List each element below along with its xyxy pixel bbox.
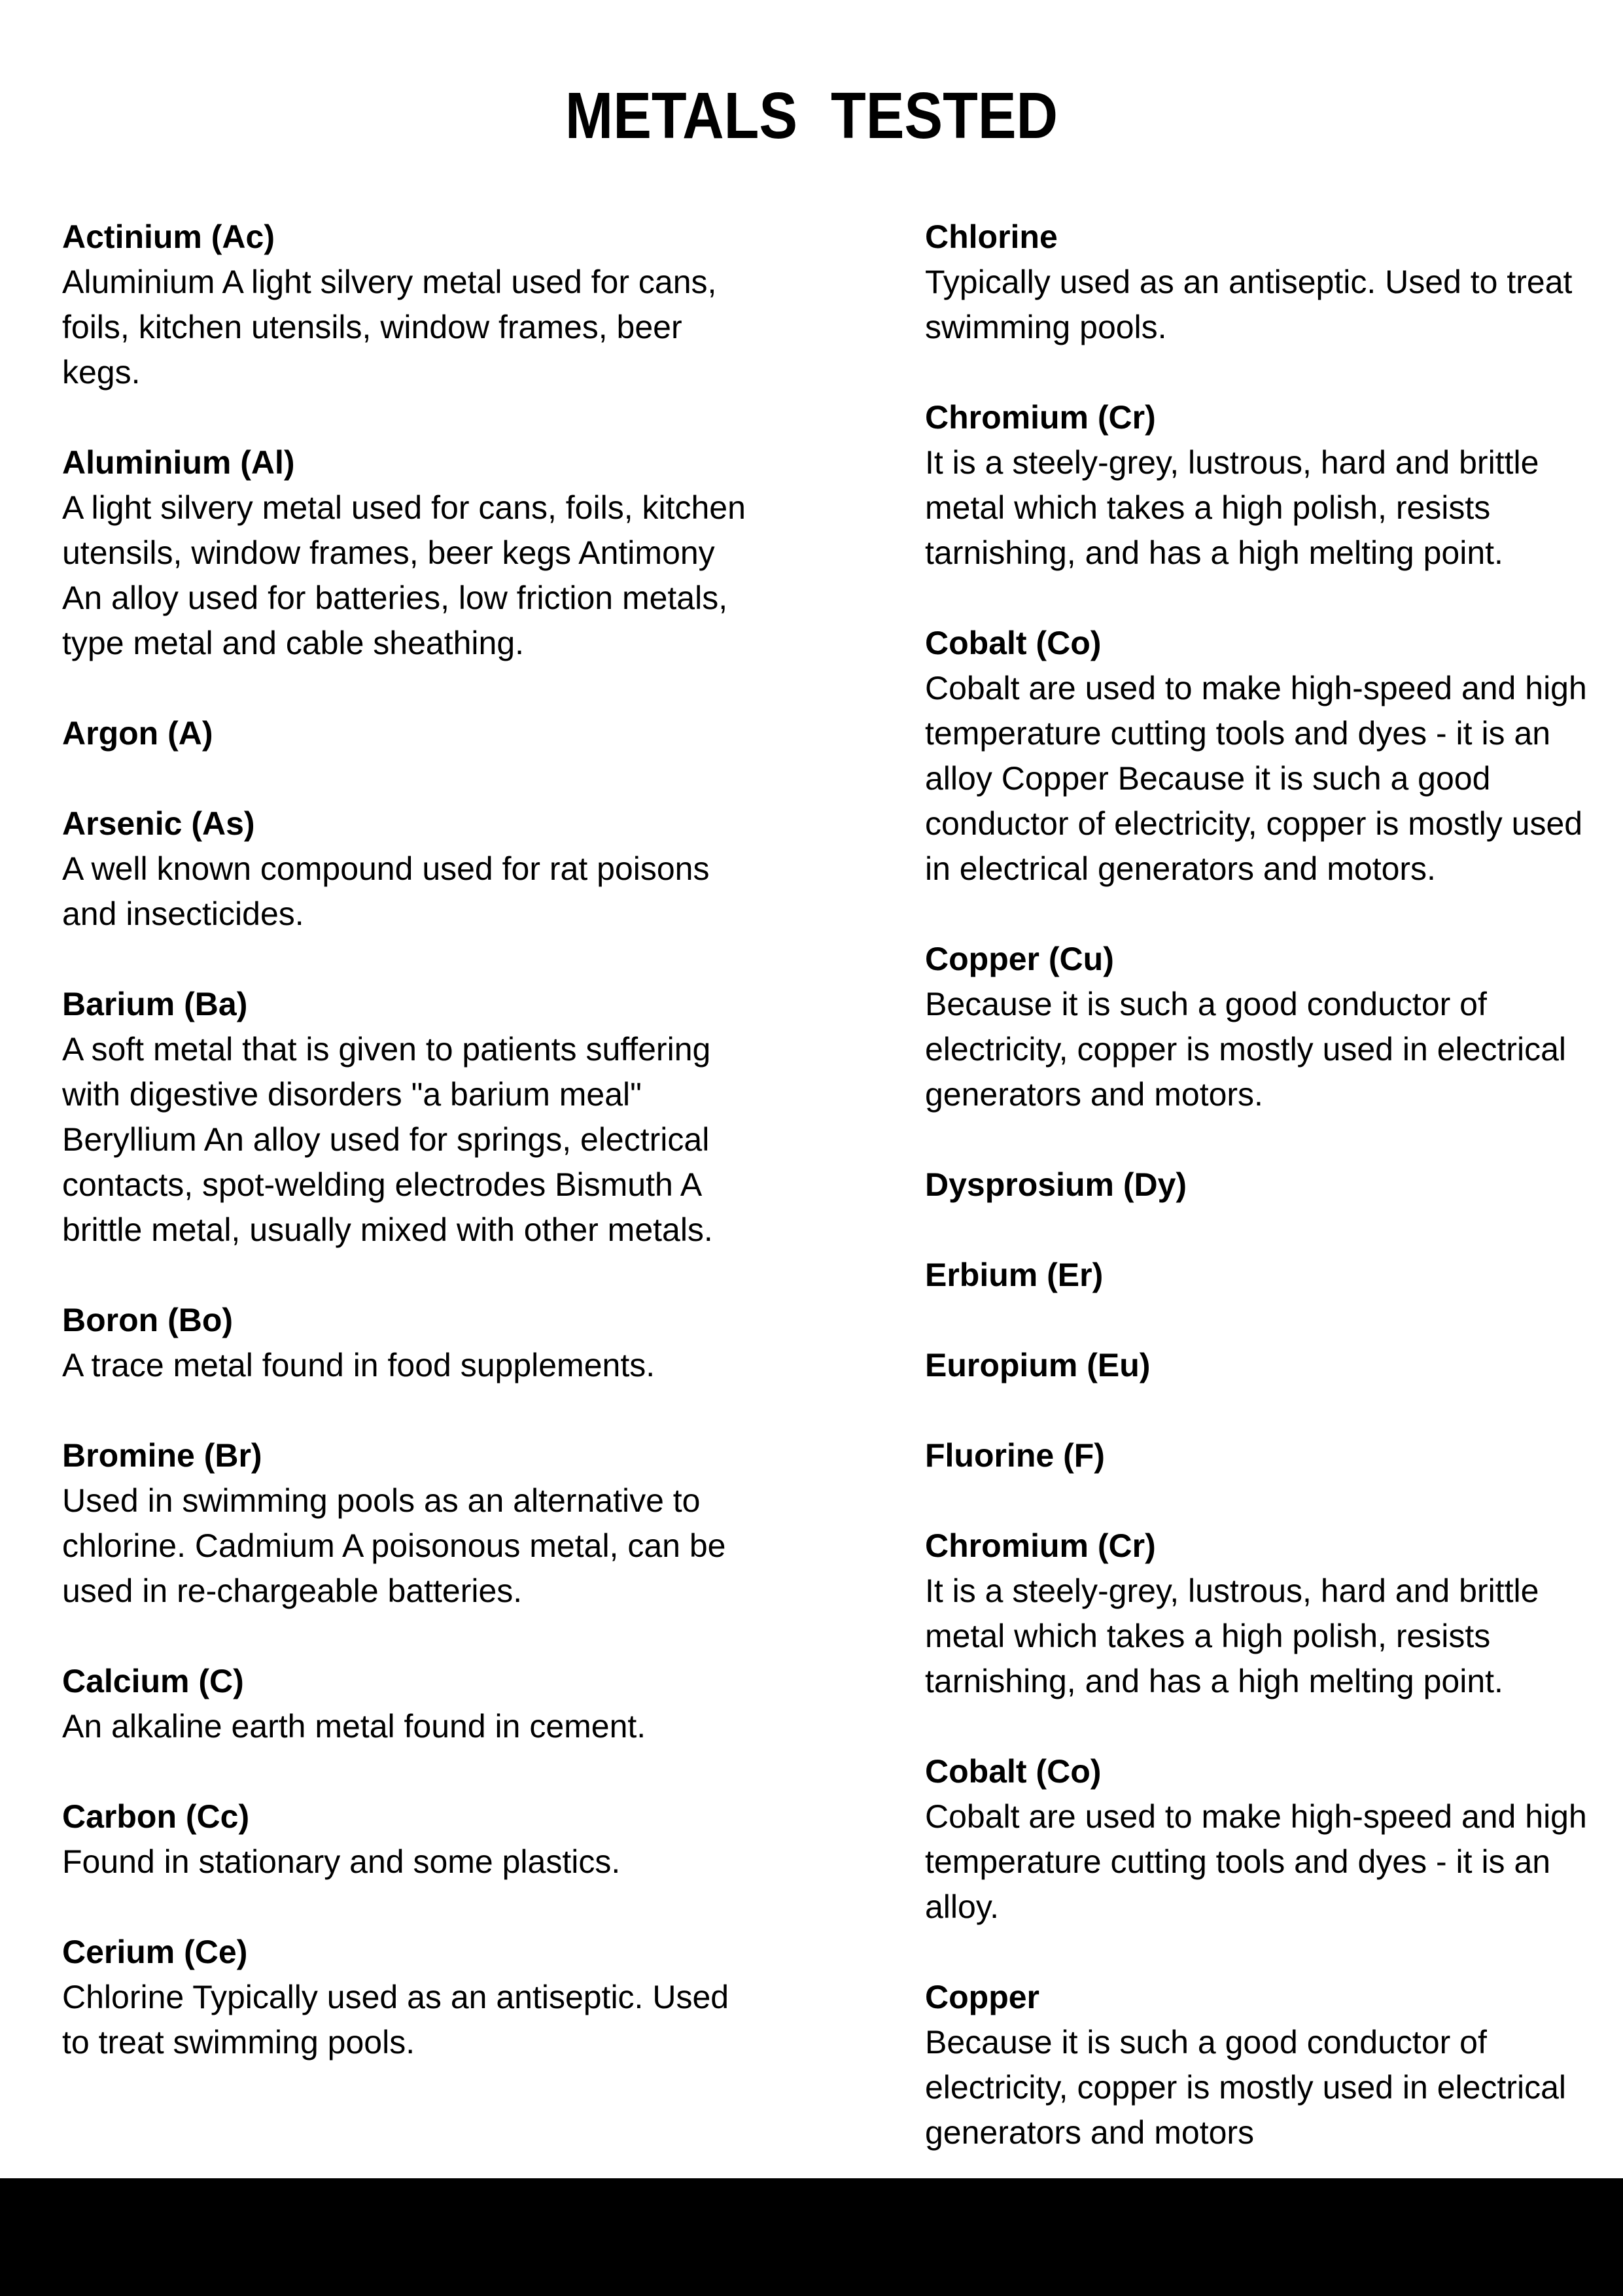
metal-entry <box>925 1523 1611 1704</box>
metal-entry <box>925 1253 1611 1298</box>
metal-entry <box>62 1433 754 1614</box>
metal-description: A well known compound used for rat poisons and insecticides. <box>62 850 710 932</box>
metal-description: Cobalt are used to make high-speed and high temperature cutting tools and dyes - it is an alloy Copper Because it is such a good conductor of electricity, copper is mostly used in electrical generators and motors. <box>925 670 1587 887</box>
metal-entry <box>925 1975 1611 2155</box>
metal-entry <box>62 215 754 395</box>
metal-heading: Copper <box>925 1979 1039 2015</box>
metal-heading: Argon (A) <box>62 715 213 752</box>
metal-heading: Chromium (Cr) <box>925 399 1156 436</box>
column-right <box>925 215 1611 2200</box>
metal-entry <box>925 1433 1611 1478</box>
metal-description: A trace metal found in food supplements. <box>62 1347 655 1383</box>
metal-heading: Chromium (Cr) <box>925 1527 1156 1564</box>
metal-heading: Chlorine <box>925 218 1058 255</box>
metal-entry <box>62 982 754 1253</box>
metal-heading: Dysprosium (Dy) <box>925 1166 1187 1203</box>
metal-entry <box>62 801 754 937</box>
metal-heading: Boron (Bo) <box>62 1302 234 1338</box>
metal-heading: Barium (Ba) <box>62 986 248 1022</box>
metal-description: Typically used as an antiseptic. Used to treat swimming pools. <box>925 264 1573 345</box>
column-left <box>62 215 754 2110</box>
footer-bar <box>0 2178 1623 2296</box>
metal-description: Because it is such a good conductor of electricity, copper is mostly used in electrical generators and motors <box>925 2024 1566 2151</box>
metal-description: Aluminium A light silvery metal used for cans, foils, kitchen utensils, window frames, beer kegs. <box>62 264 717 391</box>
metal-description: Cobalt are used to make high-speed and high temperature cutting tools and dyes - it is an alloy. <box>925 1798 1587 1925</box>
metal-entry <box>925 1749 1611 1930</box>
metal-description: It is a steely-grey, lustrous, hard and brittle metal which takes a high polish, resists tarnishing, and has a high melting point. <box>925 444 1539 571</box>
metal-entry <box>62 440 754 666</box>
metal-heading: Bromine (Br) <box>62 1437 262 1474</box>
metal-heading: Fluorine (F) <box>925 1437 1105 1474</box>
metal-description: It is a steely-grey, lustrous, hard and brittle metal which takes a high polish, resists tarnishing, and has a high melting point. <box>925 1573 1539 1699</box>
page-title: METALS TESTED <box>565 79 1058 152</box>
metal-heading: Cerium (Ce) <box>62 1934 248 1970</box>
metal-entry <box>62 711 754 756</box>
metal-heading: Europium (Eu) <box>925 1347 1151 1383</box>
metal-heading: Actinium (Ac) <box>62 218 275 255</box>
metal-entry <box>62 1794 754 1885</box>
metal-entry <box>925 1162 1611 1208</box>
metal-entry <box>62 1298 754 1388</box>
metal-entry <box>925 937 1611 1117</box>
metal-heading: Cobalt (Co) <box>925 625 1102 661</box>
metal-entry <box>925 621 1611 892</box>
metal-description: A soft metal that is given to patients suffering with digestive disorders "a barium meal" Beryllium An alloy used for springs, electrical contacts, spot-welding electrodes Bismuth A brittle metal, usually mixed with other metals. <box>62 1031 713 1248</box>
metal-description: A light silvery metal used for cans, foils, kitchen utensils, window frames, beer kegs Antimony An alloy used for batteries, low friction metals, type metal and cable sheathing. <box>62 489 746 661</box>
metal-description: Chlorine Typically used as an antiseptic. Used to treat swimming pools. <box>62 1979 729 2061</box>
metal-entry <box>925 1343 1611 1388</box>
metal-heading: Cobalt (Co) <box>925 1753 1102 1790</box>
metal-heading: Copper (Cu) <box>925 941 1114 977</box>
metal-entry <box>925 395 1611 576</box>
metal-entry <box>925 215 1611 350</box>
metal-heading: Calcium (C) <box>62 1663 244 1699</box>
metal-description: Used in swimming pools as an alternative to chlorine. Cadmium A poisonous metal, can be used in re-chargeable batteries. <box>62 1482 726 1609</box>
metal-heading: Arsenic (As) <box>62 805 255 842</box>
metal-description: Found in stationary and some plastics. <box>62 1843 621 1880</box>
metal-heading: Aluminium (Al) <box>62 444 295 481</box>
metal-entry <box>62 1930 754 2065</box>
metal-heading: Erbium (Er) <box>925 1257 1104 1293</box>
metal-heading: Carbon (Cc) <box>62 1798 250 1835</box>
metal-description: Because it is such a good conductor of electricity, copper is mostly used in electrical generators and motors. <box>925 986 1566 1113</box>
metal-description: An alkaline earth metal found in cement. <box>62 1708 646 1745</box>
metal-entry <box>62 1659 754 1749</box>
